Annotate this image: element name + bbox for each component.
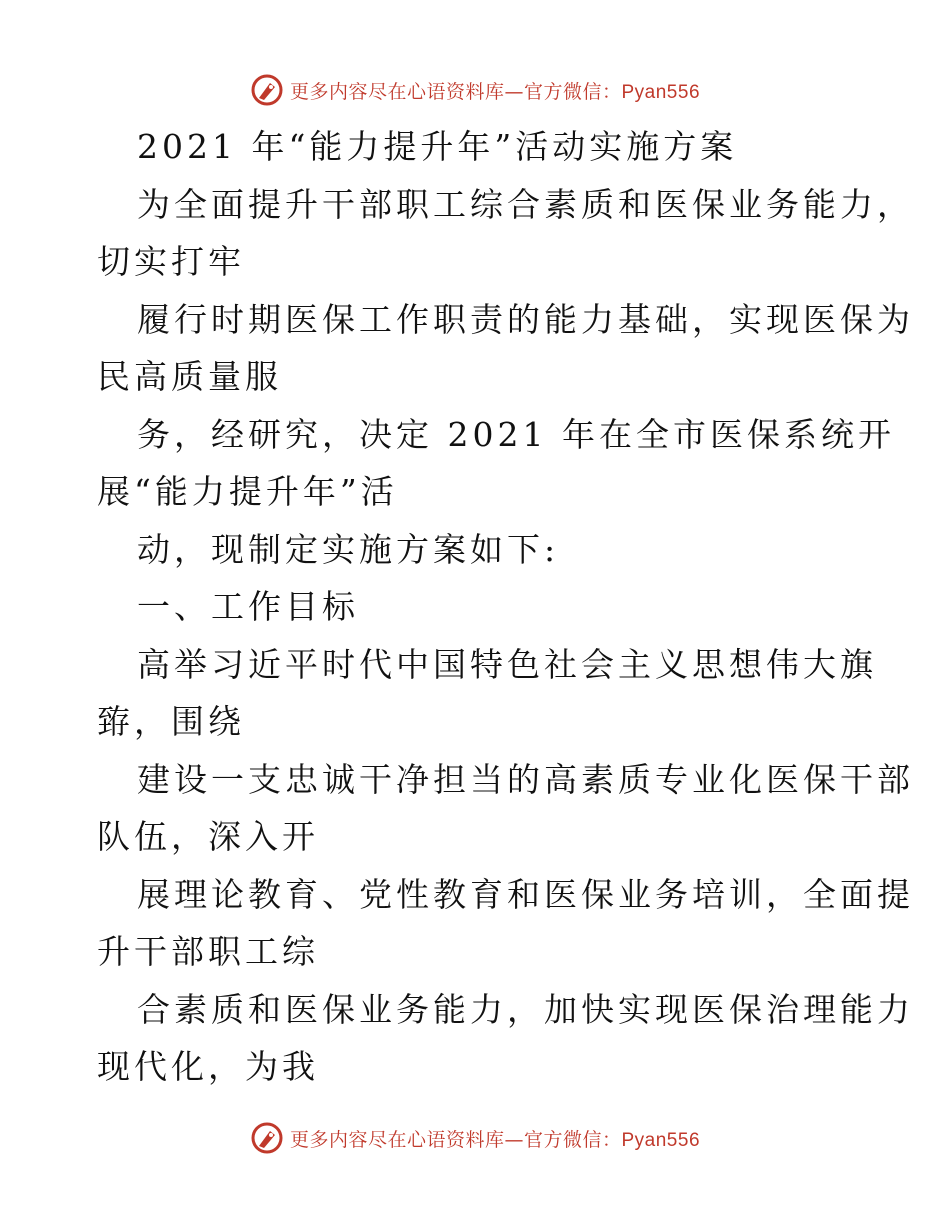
document-line: 动，现制定实施方案如下: (137, 529, 560, 569)
header-banner-content (250, 73, 700, 107)
document-line: 臶，围绕 (97, 702, 245, 741)
document-body (97, 118, 914, 1096)
document-line: 务，经研究，决定 2021 年在全市医保系统开 (137, 414, 895, 454)
document-line: 高举习近平时代中国特色社会主义思想伟大旗 (137, 644, 877, 684)
wechat-id: Pyan556 (621, 1129, 701, 1151)
header-banner (0, 70, 950, 110)
document-line: 切实打牢 (97, 242, 245, 281)
logo-icon (250, 1121, 284, 1155)
logo-icon (250, 73, 284, 107)
document-line: 民高质量服 (97, 357, 282, 396)
footer-banner-content (250, 1121, 700, 1155)
document-line: 2021 年“能力提升年”活动实施方案 (137, 127, 738, 166)
document-line: 一、工作目标 (137, 587, 359, 626)
wechat-id: Pyan556 (621, 81, 701, 103)
document-line: 合素质和医保业务能力，加快实现医保治理能力 (137, 989, 914, 1029)
document-line: 建设一支忠诚干净担当的高素质专业化医保干部 (137, 759, 914, 799)
footer-banner (0, 1118, 950, 1158)
document-line: 展“能力提升年”活 (97, 472, 398, 511)
document-line: 为全面提升干部职工综合素质和医保业务能力， (137, 184, 914, 224)
footer-banner-text: 更多内容尽在心语资料库—官方微信：Pyan556 (289, 1128, 701, 1151)
document-line: 队伍，深入开 (97, 817, 319, 856)
document-line: 升干部职工综 (97, 932, 319, 971)
document-line: 履行时期医保工作职责的能力基础，实现医保为 (137, 299, 914, 339)
document-line: 展理论教育、党性教育和医保业务培训，全面提 (137, 874, 914, 914)
document-line: 现代化，为我 (97, 1047, 319, 1086)
header-banner-text: 更多内容尽在心语资料库—官方微信：Pyan556 (289, 80, 701, 103)
